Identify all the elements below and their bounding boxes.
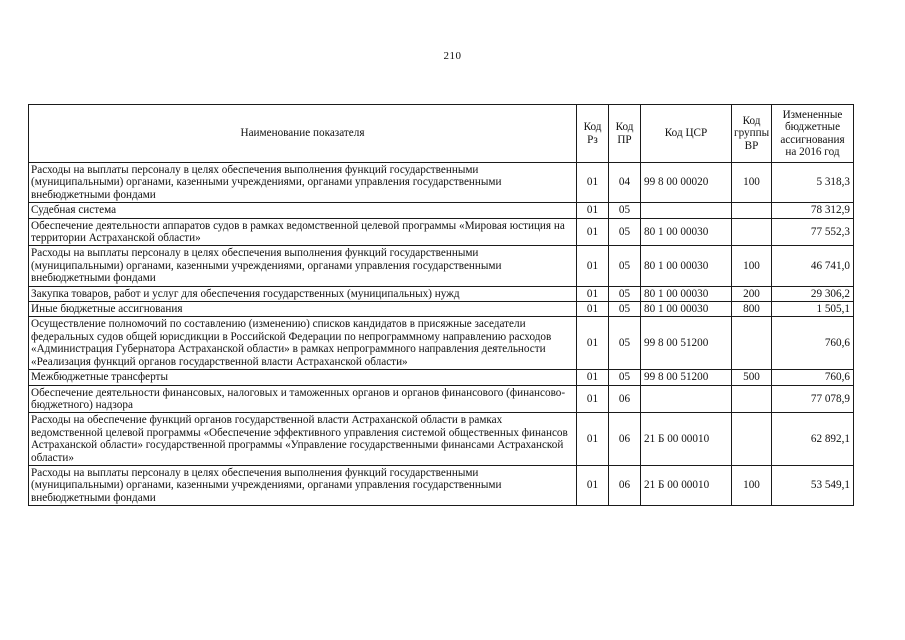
table-row [29, 370, 854, 385]
row-pr: 05 [609, 218, 641, 246]
row-rz: 01 [577, 286, 609, 301]
row-csr: 80 1 00 00030 [641, 218, 732, 246]
row-csr: 21 Б 00 00010 [641, 465, 732, 505]
row-name: Межбюджетные трансферты [29, 370, 577, 385]
row-vr: 800 [732, 302, 772, 317]
row-name: Осуществление полномочий по составлению (изменению) списков кандидатов в присяжные заседатели федеральных судов общей юрисдикции в Российской Федерации по непрограммному направлению расходов «Администрация Губернатора Астраханской области» в рамках непрограммного направления деятельности «Реализация функций органов государственной власти Астраханской области» [29, 317, 577, 370]
row-rz: 01 [577, 218, 609, 246]
row-amount: 760,6 [772, 317, 854, 370]
row-vr [732, 317, 772, 370]
row-amount: 77 078,9 [772, 385, 854, 413]
row-rz: 01 [577, 246, 609, 286]
row-csr: 21 Б 00 00010 [641, 413, 732, 466]
row-name: Обеспечение деятельности финансовых, налоговых и таможенных органов и органов финансового (финансово-бюджетного) надзора [29, 385, 577, 413]
table-header [29, 105, 854, 163]
row-csr [641, 203, 732, 218]
budget-table [28, 104, 854, 506]
row-amount: 1 505,1 [772, 302, 854, 317]
row-amount: 760,6 [772, 370, 854, 385]
row-rz: 01 [577, 413, 609, 466]
row-csr: 80 1 00 00030 [641, 302, 732, 317]
row-vr [732, 385, 772, 413]
row-name: Расходы на обеспечение функций органов государственной власти Астраханской области в рамках ведомственной целевой программы «Обеспечение эффективного управления системой общественных финансов Астраханской области» государственной программы «Управление государственными финансами Астраханской области» [29, 413, 577, 466]
row-vr [732, 203, 772, 218]
row-csr: 99 8 00 51200 [641, 370, 732, 385]
row-amount: 46 741,0 [772, 246, 854, 286]
table-row [29, 302, 854, 317]
table-body [29, 163, 854, 506]
table-row [29, 465, 854, 505]
row-pr: 05 [609, 317, 641, 370]
row-amount: 29 306,2 [772, 286, 854, 301]
row-name: Расходы на выплаты персоналу в целях обеспечения выполнения функций государственными (муниципальными) органами, казенными учреждениями, органами управления государственными внебюджетными фондами [29, 465, 577, 505]
row-csr: 80 1 00 00030 [641, 286, 732, 301]
table-row [29, 286, 854, 301]
row-vr: 100 [732, 465, 772, 505]
header-amount: Измененные бюджетные ассигнования на 2016 год [772, 105, 854, 163]
row-amount: 78 312,9 [772, 203, 854, 218]
row-pr: 05 [609, 246, 641, 286]
row-rz: 01 [577, 163, 609, 203]
row-csr [641, 385, 732, 413]
row-amount: 62 892,1 [772, 413, 854, 466]
row-pr: 05 [609, 203, 641, 218]
row-name: Иные бюджетные ассигнования [29, 302, 577, 317]
row-vr: 500 [732, 370, 772, 385]
row-pr: 04 [609, 163, 641, 203]
row-vr [732, 413, 772, 466]
row-vr: 200 [732, 286, 772, 301]
table-row [29, 317, 854, 370]
row-pr: 05 [609, 370, 641, 385]
row-rz: 01 [577, 465, 609, 505]
table-row [29, 218, 854, 246]
header-row [29, 105, 854, 163]
header-csr: Код ЦСР [641, 105, 732, 163]
page-number: 210 [443, 50, 462, 62]
row-csr: 99 8 00 51200 [641, 317, 732, 370]
row-name: Закупка товаров, работ и услуг для обеспечения государственных (муниципальных) нужд [29, 286, 577, 301]
row-vr: 100 [732, 163, 772, 203]
row-pr: 06 [609, 413, 641, 466]
row-rz: 01 [577, 302, 609, 317]
table-row [29, 413, 854, 466]
row-pr: 06 [609, 465, 641, 505]
row-name: Судебная система [29, 203, 577, 218]
row-pr: 06 [609, 385, 641, 413]
row-vr [732, 218, 772, 246]
row-rz: 01 [577, 317, 609, 370]
row-rz: 01 [577, 385, 609, 413]
header-rz: Код Рз [577, 105, 609, 163]
table-row [29, 246, 854, 286]
row-amount: 5 318,3 [772, 163, 854, 203]
row-csr: 99 8 00 00020 [641, 163, 732, 203]
row-rz: 01 [577, 203, 609, 218]
row-amount: 53 549,1 [772, 465, 854, 505]
row-amount: 77 552,3 [772, 218, 854, 246]
header-pr: Код ПР [609, 105, 641, 163]
table-row [29, 385, 854, 413]
header-vr: Код группы ВР [732, 105, 772, 163]
row-name: Расходы на выплаты персоналу в целях обеспечения выполнения функций государственными (муниципальными) органами, казенными учреждениями, органами управления государственными внебюджетными фондами [29, 163, 577, 203]
row-name: Расходы на выплаты персоналу в целях обеспечения выполнения функций государственными (муниципальными) органами, казенными учреждениями, органами управления государственными внебюджетными фондами [29, 246, 577, 286]
row-vr: 100 [732, 246, 772, 286]
header-name: Наименование показателя [29, 105, 577, 163]
row-pr: 05 [609, 286, 641, 301]
row-name: Обеспечение деятельности аппаратов судов в рамках ведомственной целевой программы «Мировая юстиция на территории Астраханской области» [29, 218, 577, 246]
table-row [29, 203, 854, 218]
row-csr: 80 1 00 00030 [641, 246, 732, 286]
row-pr: 05 [609, 302, 641, 317]
row-rz: 01 [577, 370, 609, 385]
table-row [29, 163, 854, 203]
